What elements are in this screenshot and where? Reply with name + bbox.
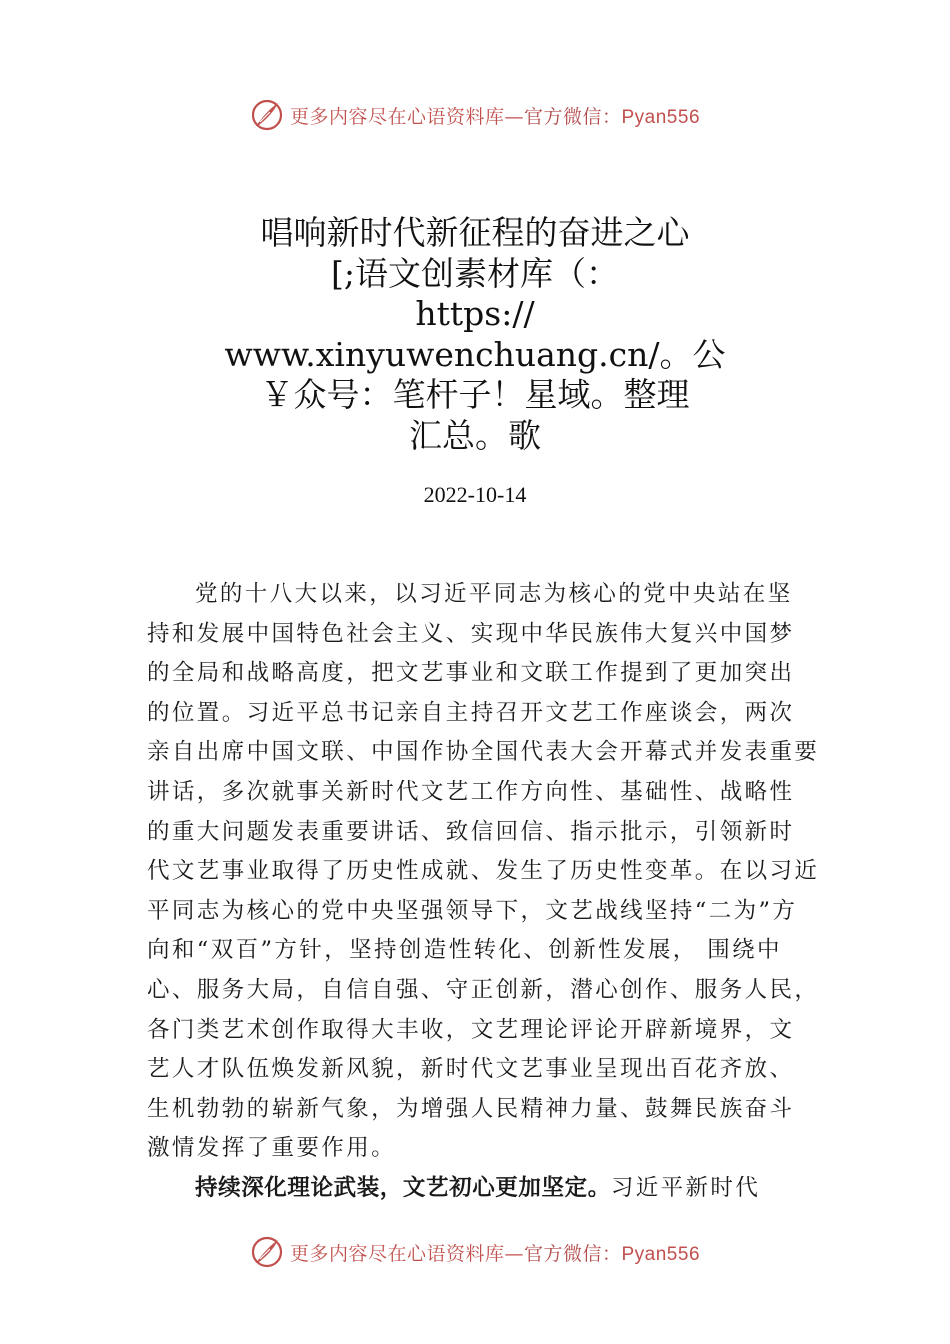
title-line: 唱响新时代新征程的奋进之心 xyxy=(260,213,690,252)
footer-banner-wx-account: Pyan556 xyxy=(621,1243,701,1265)
document-title xyxy=(175,213,775,456)
body-line: 心、服务大局，自信自强、守正创新，潜心创作、服务人民， xyxy=(147,976,820,1003)
body-line: 持和发展中国特色社会主义、实现中华民族伟大复兴中国梦 xyxy=(147,620,795,647)
body-line: 党的十八大以来，以习近平同志为核心的党中央站在坚 xyxy=(195,581,793,607)
body-line: 艺人才队伍焕发新风貌，新时代文艺事业呈现出百花齐放、 xyxy=(147,1056,795,1083)
title-line: https:// xyxy=(415,294,535,333)
title-line: ￥众号：笔杆子！星域。整理 xyxy=(260,375,690,414)
body-line: 亲自出席中国文联、中国作协全国代表大会开幕式并发表重要 xyxy=(147,739,820,766)
body-line: 各门类艺术创作取得大丰收，文艺理论评论开辟新境界，文 xyxy=(147,1016,795,1043)
body-line: 的重大问题发表重要讲话、致信回信、指示批示，引领新时 xyxy=(147,818,795,845)
quill-pen-logo-icon xyxy=(250,98,284,132)
header-banner-main: 更多内容尽在心语资料库 xyxy=(289,105,505,128)
header-banner xyxy=(0,95,950,135)
body-line: 激情发挥了重要作用。 xyxy=(147,1135,397,1162)
header-banner-wx-account: Pyan556 xyxy=(621,106,701,128)
title-line: [;语文创素材库（： xyxy=(331,253,619,293)
section-heading-bold: 持续深化理论武装，文艺初心更加坚定。 xyxy=(195,1174,611,1201)
footer-banner-text xyxy=(290,1239,700,1266)
body-line-heading xyxy=(147,1169,827,1209)
section-heading-rest: 习近平新时代 xyxy=(610,1174,761,1201)
header-banner-text xyxy=(290,102,700,129)
footer-banner xyxy=(0,1232,950,1272)
document-date: 2022-10-14 xyxy=(423,482,527,507)
header-banner-wx-label: 官方微信： xyxy=(523,105,622,128)
header-banner-dash: — xyxy=(504,105,524,128)
footer-banner-dash: — xyxy=(504,1242,524,1265)
body-line: 讲话，多次就事关新时代文艺工作方向性、基础性、战略性 xyxy=(147,778,795,805)
body-line: 向和“双百”方针，坚持创造性转化、创新性发展， 围绕中 xyxy=(147,937,782,964)
footer-banner-main: 更多内容尽在心语资料库 xyxy=(289,1242,505,1265)
body-line: 平同志为核心的党中央坚强领导下，文艺战线坚持“二为”方 xyxy=(147,897,798,924)
body-line: 的全局和战略高度，把文艺事业和文联工作提到了更加突出 xyxy=(147,660,795,687)
document-body xyxy=(147,575,827,1209)
body-line: 代文艺事业取得了历史性成就、发生了历史性变革。在以习近 xyxy=(147,858,820,885)
footer-banner-wx-label: 官方微信： xyxy=(523,1242,622,1265)
title-line: 汇总。歌 xyxy=(409,415,541,455)
body-line: 生机勃勃的崭新气象，为增强人民精神力量、鼓舞民族奋斗 xyxy=(147,1095,795,1122)
quill-pen-logo-icon xyxy=(250,1235,284,1269)
body-line: 的位置。习近平总书记亲自主持召开文艺工作座谈会，两次 xyxy=(147,699,795,726)
title-line: www.xinyuwenchuang.cn/。公 xyxy=(224,334,726,374)
